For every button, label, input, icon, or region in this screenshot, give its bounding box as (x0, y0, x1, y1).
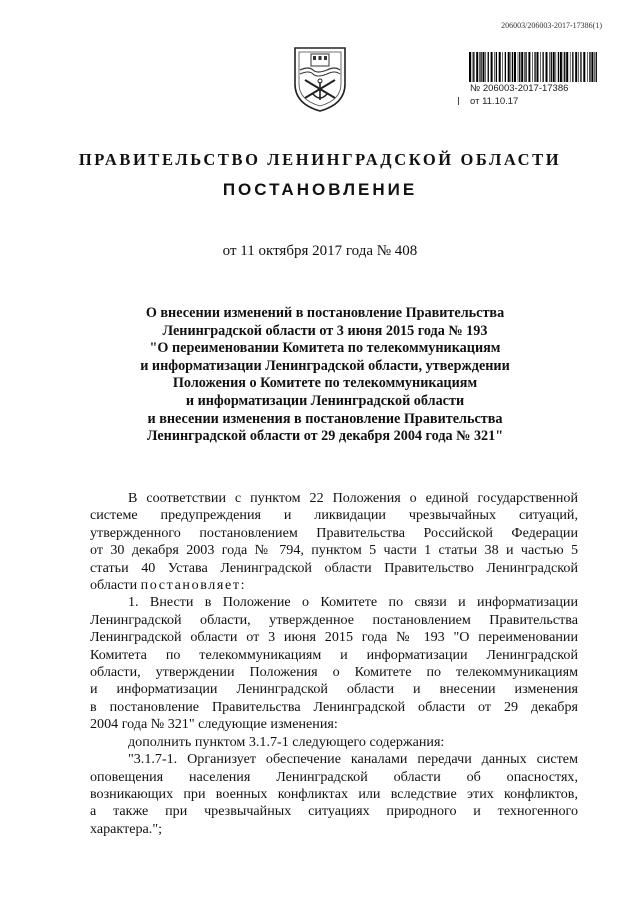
body-line: в постановление Правительства Ленинградской области от 29 декабря (90, 698, 578, 715)
body-line: оповещения населения Ленинградской области об опасностях, (90, 768, 578, 785)
subject-line: Ленинградской области от 29 декабря 2004 года № 321" (146, 428, 504, 445)
body-line: Комитета по телекоммуникациям и информатизации Ленинградской (90, 646, 578, 663)
body-line: от 30 декабря 2003 года № 794, пунктом 5 части 1 статьи 38 и частью 5 (90, 542, 578, 559)
subject-line: Положения о Комитете по телекоммуникациям (172, 375, 478, 392)
document-reference-code: 206003/206003-2017-17386(1) (501, 21, 602, 30)
subject-line: и внесении изменения в постановление Правительства (147, 410, 503, 427)
enactment-word: постановляет (140, 577, 241, 594)
body-line: 2004 года № 321" следующие изменения: (90, 716, 338, 733)
document-type: ПОСТАНОВЛЕНИЕ (222, 180, 418, 199)
subject-line: "О переименовании Комитета по телекоммуникациям (149, 340, 501, 357)
body-text-span: области (90, 577, 141, 594)
body-line: Ленинградской области, утвержденное постановлением Правительства (90, 611, 578, 628)
margin-mark (458, 97, 459, 105)
body-line: области, утверждении Положения о Комитете по телекоммуникациям (90, 664, 578, 681)
subject-line: и информатизации Ленинградской области (185, 392, 465, 409)
registration-number: № 206003-2017-17386 (470, 83, 569, 94)
body-line: утвержденного постановлением Правительства Российской Федерации (90, 524, 578, 541)
body-line: 1. Внести в Положение о Комитете по связи и информатизации (128, 594, 578, 611)
subject-line: Ленинградской области от 3 июня 2015 года № 193 (162, 322, 488, 339)
document-subject (90, 305, 560, 446)
body-line: Ленинградской области от 3 июня 2015 года № 193 "О переименовании (90, 629, 578, 646)
government-title: ПРАВИТЕЛЬСТВО ЛЕНИНГРАДСКОЙ ОБЛАСТИ (78, 150, 562, 169)
barcode (468, 52, 598, 82)
body-line: а также при чрезвычайных ситуациях природного и техногенного (90, 803, 578, 820)
body-line: "3.1.7-1. Организует обеспечение каналами передачи данных систем (128, 751, 578, 768)
body-line: характера."; (90, 820, 162, 837)
document-body (90, 490, 578, 838)
document-date-number: от 11 октября 2017 года № 408 (222, 243, 418, 259)
body-line: статьи 40 Устава Ленинградской области Правительство Ленинградской (90, 559, 578, 576)
body-line: В соответствии с пунктом 22 Положения о единой государственной (128, 490, 578, 506)
subject-line: и информатизации Ленинградской области, утверждении (140, 357, 510, 374)
body-line (90, 577, 578, 594)
subject-line: О внесении изменений в постановление Правительства (145, 305, 505, 321)
registration-date: от 11.10.17 (470, 96, 519, 107)
coat-of-arms-emblem (291, 44, 349, 114)
body-line: возникающих при военных конфликтах или вследствие этих конфликтов, (90, 785, 578, 802)
body-line: и информатизации Ленинградской области и внесении изменения (90, 681, 578, 698)
body-text-span: : (240, 577, 245, 594)
body-line: системе предупреждения и ликвидации чрезвычайных ситуаций, (90, 507, 578, 524)
body-line: дополнить пунктом 3.1.7-1 следующего содержания: (128, 733, 445, 750)
